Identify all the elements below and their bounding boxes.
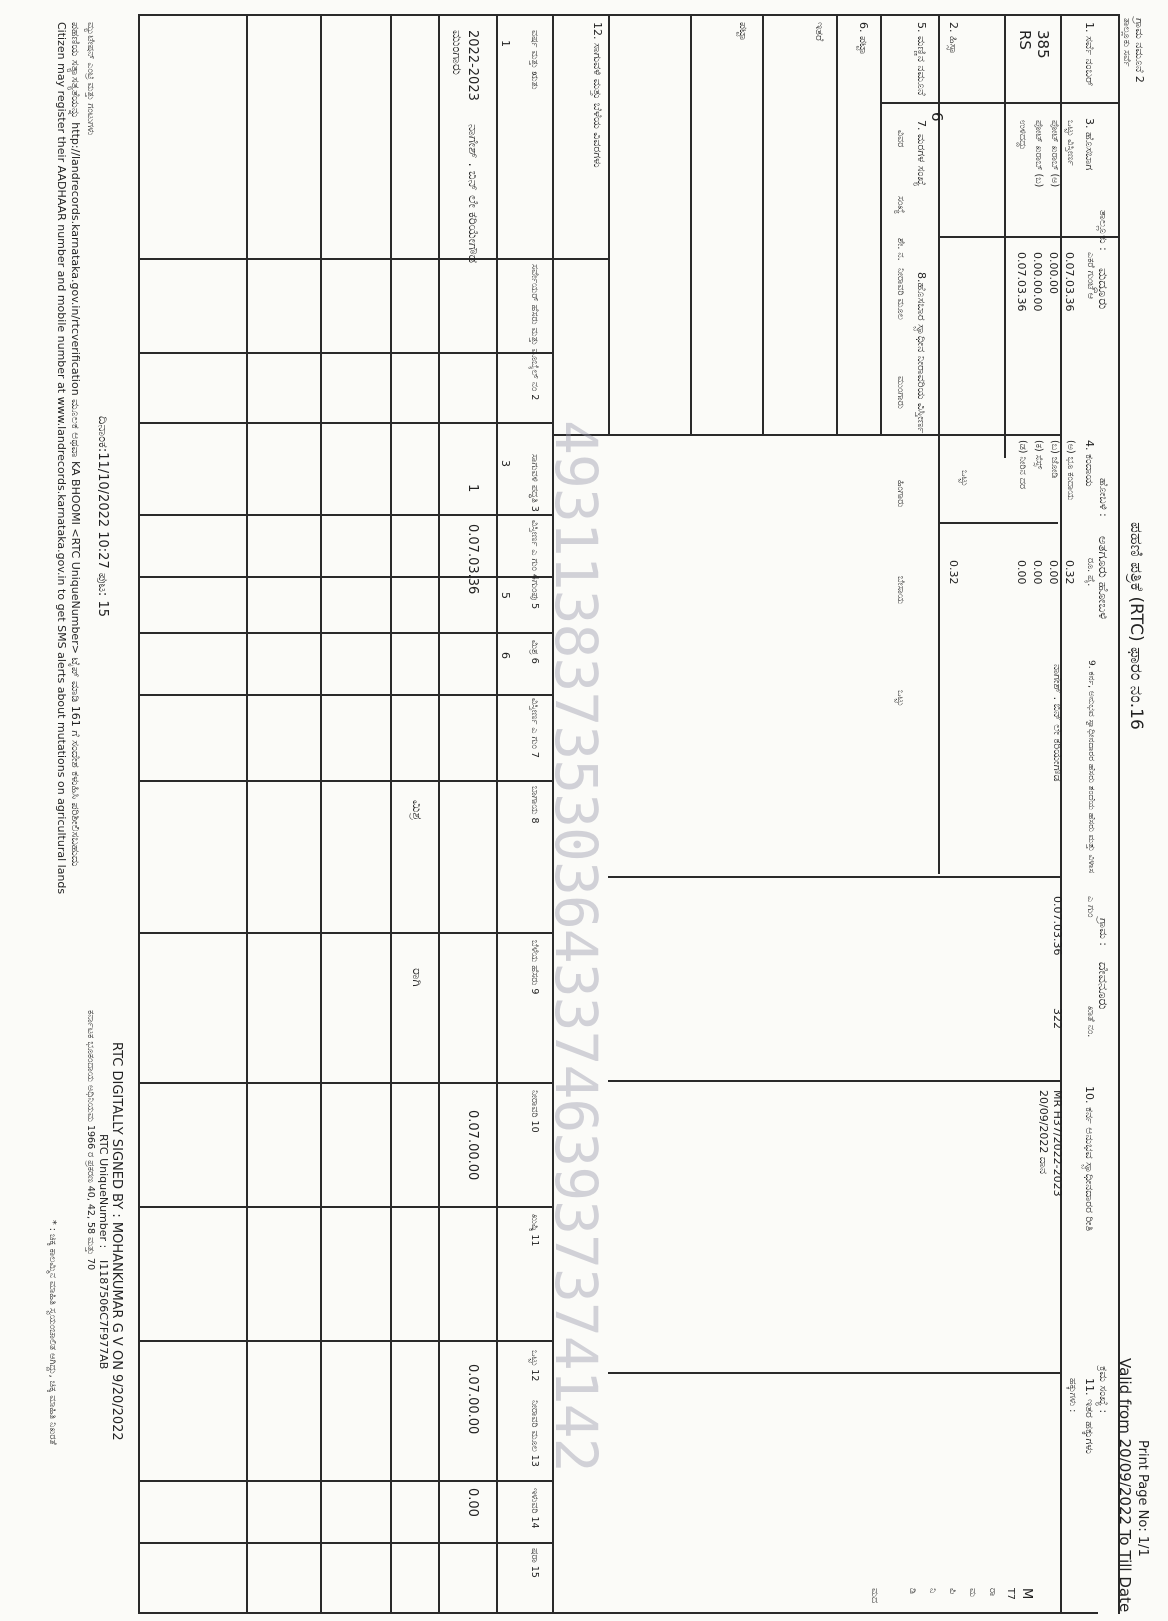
- owner-name: ನಾಗೇಶ್ . ಬಿನ್ ಲೇ ಕರಿಯೇಗೌಡ: [1051, 664, 1064, 782]
- rule: [690, 14, 692, 434]
- rule: [138, 352, 552, 354]
- crop-year: 2022-2023: [465, 30, 480, 101]
- crop-col-num-3: 3: [499, 460, 512, 467]
- crop-col-num-5: 5: [499, 592, 512, 599]
- crop-h-5: ಗುಂಪು 5: [529, 580, 540, 610]
- owner-area: 0.07.03.36: [1051, 896, 1064, 956]
- rule: [138, 1206, 552, 1208]
- trees-count-label: ಸಂಖ್ಯೆ: [895, 196, 906, 214]
- revenue-total-label: ಒಟ್ಟು: [959, 470, 970, 487]
- rev-c-label: (ಕ) ಸೆಸ್ಸ್: [1033, 440, 1044, 470]
- rule: [138, 258, 608, 260]
- rule: [938, 14, 940, 874]
- crop-h-3: ಸಾಗುವಳಿ ಪದ್ಧತಿ 3: [529, 454, 540, 512]
- col-irrigation-header: 8.ಹೊಸಬಾರ ಸ್ವಾಧೀನ ನೀರಾವರಿಯ ವಿಸ್ತೀರ್ಣ: [915, 272, 928, 434]
- crop-mixed: ಮಿಶ್ರ: [409, 800, 424, 821]
- irr-total-label: ಒಟ್ಟು: [895, 690, 906, 707]
- crop-h-10: ನೀರಾವರಿ 10: [529, 1090, 540, 1133]
- rtc-serial-label: ಕ್ರಮ ಸಂಖ್ಯೆ :: [1097, 1366, 1110, 1414]
- rule: [608, 14, 610, 434]
- crop-h-11: ಖುಷ್ಕಿ 11: [529, 1214, 540, 1247]
- col-trees-header: 7. ಮರಗಳ ಸಂಖ್ಯೆ: [915, 120, 928, 187]
- taluk-value: ಮದ್ದೂರು: [1095, 268, 1110, 310]
- form-sub: ತಾಲ್ಲೂಕು ಸರ್ವೆ: [1121, 18, 1132, 67]
- col-hissa-header: 2. ಹಿಸ್ಸಾ: [947, 22, 960, 55]
- col-patta-label: ಪಟ್ಟಾ: [737, 22, 750, 41]
- hobli-value: ಅತಗೂರು ಹೋಬಳಿ: [1095, 536, 1110, 620]
- right-edge-2: T7: [1005, 1588, 1016, 1600]
- right-edge-5: ಪಿ: [947, 1588, 958, 1595]
- crop-total: 0.07.00.00: [465, 1364, 480, 1435]
- crop-h-8: ಬಾಗಾಯ 8: [529, 786, 540, 824]
- col-soil-header: 5. ಮಣ್ಣಿನ ನಮೂನೆ: [915, 22, 928, 96]
- col-owner-header: 9. ಕರ್ನ, ಅನುಭವ ಸ್ವಾಧೀನದಾರರ ಹೆಸರು ತಂದೆಯ ಹೆಸರು ಮತ್ತು ವಿಳಾಸ: [1086, 660, 1096, 874]
- col-cultivation-header: 12. ಸಾಗುವಳಿ ಮತ್ತು ಬೆಳೆಯ ವಿವರಗಳು: [591, 22, 604, 168]
- col-mode-header: 10. ಕರ್ನ ಅನುಭವ ಸ್ವಾಧೀನದಾರರ ರೀತಿ: [1083, 1086, 1096, 1232]
- crop-h-4: ವಿಸ್ತೀರ್ಣ ಎ ಗುಂ 4: [529, 520, 540, 580]
- crop-surveyor: ನಾಗೇಶ್ . ಬಿನ್ ಲೇ ಕರಿಯೇಗೌಡ: [465, 124, 480, 264]
- area-total-label: ಒಟ್ಟು ವಿಸ್ತೀರ್ಣ: [1065, 120, 1076, 166]
- rule: [438, 14, 440, 1614]
- crop-area: 0.07.03.36: [465, 524, 480, 595]
- other-rights-sub: ಹಕ್ಕುಗಳು :: [1067, 1378, 1078, 1413]
- right-edge-4: ಮ: [967, 1588, 978, 1598]
- rule: [138, 14, 140, 1612]
- rule: [138, 1340, 552, 1342]
- crop-yield: 0.00: [465, 1488, 480, 1517]
- digital-signature: RTC DIGITALLY SIGNED BY : MOHANKUMAR G V ON 9/20/2022: [109, 1042, 124, 1441]
- rule: [390, 14, 392, 1614]
- kharab-a: 0.00.00: [1047, 252, 1060, 294]
- col-patta-header: 6. ಪಟ್ಟಾ: [857, 22, 870, 55]
- mutation-no: MR H37/2022-2023: [1051, 1090, 1064, 1197]
- crop-irrigated: 0.07.00.00: [465, 1110, 480, 1181]
- col-other-label: ಇತರೆ: [813, 22, 826, 42]
- col-area-header: 3. ಹೊಸಬಾಗ: [1083, 118, 1096, 171]
- mutation-date: 20/09/2022 ದಾನ: [1037, 1090, 1050, 1175]
- rule: [138, 780, 552, 782]
- right-edge-8: ಮದ: [869, 1588, 880, 1604]
- crop-col-num-1: 1: [499, 40, 512, 47]
- rev-d-label: (ಡ) ನೀರಿನ ದರ: [1017, 440, 1028, 489]
- col-other-rights-header: 11. ಇತರ ಹಕ್ಕುಗಳು: [1083, 1378, 1096, 1454]
- area-unit-header: ಎಕರೆ ಗುಂಟೆ ಆ: [1085, 252, 1096, 300]
- print-page-no: Print Page No: 1/1: [1135, 1440, 1150, 1557]
- rev-d-value: 0.00: [1015, 560, 1028, 585]
- trees-misc-label: ಶೇ. ನ.: [895, 238, 906, 261]
- rule: [138, 632, 552, 634]
- irr-source-label: ನೀರಾವರಿ ಮೂಲ: [895, 268, 906, 320]
- crop-h-13: ನೀರಾವರಿ ಮೂಲ 13: [529, 1400, 540, 1467]
- owner-khata: 322: [1051, 1008, 1064, 1029]
- village-value: ದೇವನೂರು: [1095, 962, 1110, 1010]
- owner-khata-header: ಖಾತೆ ನಂ.: [1085, 1006, 1096, 1038]
- rule: [608, 1372, 1060, 1374]
- disclaimer: * : ಚಿಕ್ಕ ಕಾಲಮ್ಮಿನ ಮಾಹಿತಿ ಸ್ವಯಂಚಾಲಿತ ಆಗಿದ್ದು, ಚಿಕ್ಕ ಮಾಹಿತಿ ನಿಖರತೆ: [47, 1220, 58, 1445]
- form-ref: ಗ್ರಾಮ ನಮೂನೆ 2: [1133, 18, 1146, 83]
- rule: [608, 1080, 1060, 1082]
- revenue-total: 0.32: [947, 560, 960, 585]
- rev-a-value: 0.32: [1063, 560, 1076, 585]
- rule: [138, 694, 552, 696]
- rule: [1060, 14, 1062, 1614]
- survey-no-suffix: RS: [1016, 30, 1034, 50]
- right-edge-7: ಡಿ: [907, 1588, 918, 1594]
- kharab-b: 0.00.00.00: [1031, 252, 1044, 312]
- col-revenue-header: 4. ಕಂದಾಯ: [1083, 440, 1096, 487]
- right-edge-1: M: [1019, 1588, 1034, 1600]
- crop-h-7: ವಿಸ್ತೀರ್ಣ ಎ ಗುಂ 7: [529, 698, 540, 758]
- rtc-watermark-number: 4931138373530364337463937374142: [542, 420, 610, 1472]
- crop-h-12: ಒಟ್ಟು 12: [529, 1350, 540, 1382]
- rule: [138, 14, 1118, 16]
- rule: [880, 102, 1118, 104]
- rule: [320, 14, 322, 1614]
- irr-horti-label: ಬೇಸಾಯ: [895, 576, 906, 605]
- unique-number-label: RTC UniqueNumber :: [97, 1134, 110, 1249]
- kharab-a-label: ಪೋಟ್ ಖರಾಬ್ (ಅ): [1049, 120, 1060, 188]
- crop-h-6: ಮಿಶ್ರ 6: [529, 640, 540, 664]
- crop-h-9: ಬೆಳೆಯ ಹೆಸರು 9: [529, 940, 540, 995]
- rule: [836, 14, 838, 434]
- kharab-b-label: ಪೋಟ್ ಖರಾಬ್ (ಬ): [1033, 120, 1044, 188]
- crop-serial: 1: [465, 484, 480, 493]
- hobli-label: ಹೋಬಳಿ :: [1097, 478, 1110, 517]
- crop-col-num-6: 6: [499, 652, 512, 659]
- trees-detail-label: ವಿವರ: [895, 130, 906, 148]
- right-edge-3: ರಾ: [987, 1588, 998, 1597]
- valid-from: Valid from 20/09/2022 To Till Date: [1116, 1358, 1134, 1613]
- print-date-page: ದಿನಾಂಕ:11/10/2022 10:27 ಪುಟ: 15: [95, 416, 110, 617]
- village-label: ಗ್ರಾಮ :: [1097, 918, 1110, 946]
- crop-h-surveyor: ಸರ್ವೇಯರ್ ಹೆಸರು ಮತ್ತು ಮೊಬೈಲ್ ನಂ 2: [529, 264, 540, 401]
- rule: [138, 932, 552, 934]
- rev-b-label: (ಬ) ಜೋಡಿ: [1049, 440, 1060, 479]
- rule: [880, 14, 882, 434]
- rule: [138, 514, 552, 516]
- remaining-area: 0.07.03.36: [1015, 252, 1028, 312]
- rule: [608, 876, 1060, 878]
- survey-no: 385: [1034, 30, 1052, 59]
- rule: [938, 236, 1118, 238]
- rule: [762, 14, 764, 434]
- footer-note: ಮ್ಯುಟೇಷನ್ ಎಂಟ್ರಿ ಮತ್ತು ಗಂಟುಗಳು: [85, 22, 96, 136]
- crop-season: ಮುಂಗಾರು: [449, 30, 464, 75]
- rule: [496, 14, 498, 1614]
- rule: [138, 1542, 552, 1544]
- rupee-header: ರೂ. ಪೈ.: [1085, 558, 1096, 587]
- document-title: ಪಹಣಿ ಪತ್ರಿಕೆ (RTC) ಫಾರಂ ನಂ.16: [1126, 522, 1146, 730]
- irr-rabi-label: ಹಿಂಗಾರು: [895, 480, 906, 508]
- crop-h-year: ವರ್ಷ ಮತ್ತು ಋತು: [529, 30, 540, 90]
- crop-name: ರಾಗಿ: [409, 968, 424, 987]
- rule: [138, 576, 552, 578]
- rule: [138, 1612, 1098, 1614]
- rule: [138, 1480, 552, 1482]
- rule: [138, 1082, 552, 1084]
- rev-c-value: 0.00: [1031, 560, 1044, 585]
- remaining-label: ಉಳಿದದ್ದು: [1017, 120, 1028, 151]
- right-edge-6: ನಿ: [927, 1588, 938, 1594]
- rule: [938, 522, 1058, 524]
- crop-h-15: ಷರಾ 15: [529, 1548, 540, 1578]
- taluk-label: ತಾಲ್ಲೂಕು :: [1097, 210, 1110, 251]
- rule: [138, 422, 552, 424]
- verify-text: ಪಹಣಿಯ ಸತ್ಯಾಸತ್ಯತೆಯನ್ನು http://landrecords.karnataka.gov.in/rtcverification ಮೂಲಕ ಅಥವಾ KA BHOOMI <RTC UniqueNumber> ಟೈಪ್ ಮಾಡಿ 161 ಗೆ ಸಂದೇಶ ಕಳುಹಿಸಿ ಪರಿಶೀಲಿಸಬಹುದು: [69, 22, 82, 867]
- col-survey-no-header: 1. ಸರ್ವೆ ನಂಬರ್: [1083, 22, 1096, 87]
- unique-number-value: I1187506C7F977AB: [97, 1260, 110, 1370]
- crop-h-14: ಇಳುವರಿ 14: [529, 1488, 540, 1529]
- aadhaar-text: Citizen may register their AADHAAR number and mobile number at www.landrecords.karnataka.gov.in to get SMS alerts about mutations on agricultural lands: [55, 22, 68, 895]
- owner-unit-header: ಎ ಗುಂ: [1085, 896, 1096, 918]
- act-reference: ಕರ್ನಾಟಕ ಭೂಕಂದಾಯ ಅಧಿನಿಯಮ 1966 ರ ಪ್ರಕರಣ 40, 42, 58 ಮತ್ತು 70: [85, 1010, 96, 1271]
- rev-b-value: 0.00: [1047, 560, 1060, 585]
- rule: [246, 14, 248, 1614]
- area-total: 0.07.03.36: [1063, 252, 1076, 312]
- rev-a-label: (ಅ) ಭೂ ಕಂದಾಯ: [1065, 440, 1076, 501]
- irr-kharif-label: ಮುಂಗಾರು: [895, 376, 906, 409]
- hissa-value: 6: [928, 112, 946, 122]
